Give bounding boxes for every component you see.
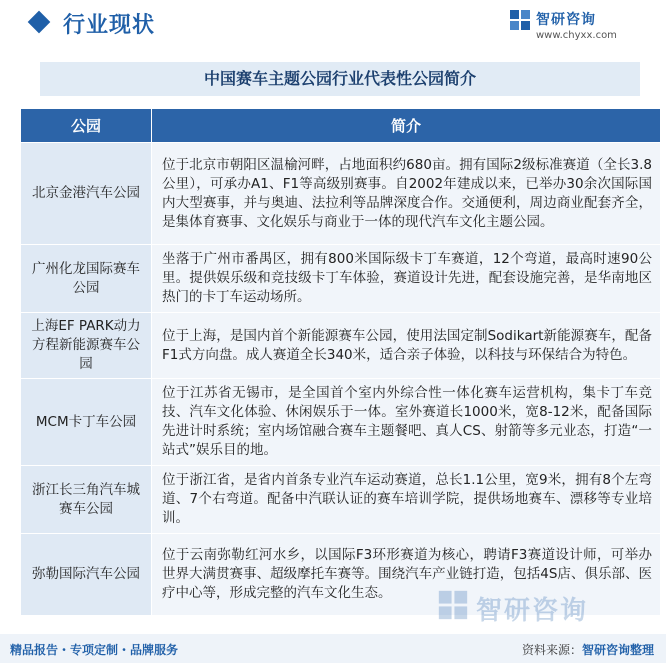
- park-name-cell: MCM卡丁车公园: [21, 379, 152, 466]
- logo-url: www.chyxx.com: [536, 30, 617, 41]
- watermark-text: 智研咨询: [476, 596, 589, 626]
- page-footer: [0, 634, 666, 663]
- park-name-cell: 广州化龙国际赛车公园: [21, 245, 152, 313]
- diamond-icon: [28, 11, 51, 34]
- table-row: [21, 143, 661, 245]
- table-header-row: [21, 109, 661, 143]
- section-header: [0, 0, 666, 50]
- table-row: [21, 379, 661, 466]
- logo-text: 智研咨询: [536, 12, 596, 28]
- park-intro-cell: 位于上海，是国内首个新能源赛车公园，使用法国定制Sodikart新能源赛车，配备F1式方向盘。成人赛道全长340米，适合亲子体验，以科技与环保结合为特色。: [152, 313, 661, 379]
- park-name-cell: 弥勒国际汽车公园: [21, 534, 152, 616]
- park-intro-cell: 位于北京市朝阳区温榆河畔，占地面积约680亩。拥有国际2级标准赛道（全长3.8公里），可承办A1、F1等高级别赛事。自2002年建成以来，已举办30余次国际国内大型赛事，并与奥迪、法拉利等品牌深度合作。交通便利，周边商业配套齐全，是集体育赛事、文化娱乐与商业于一体的现代汽车文化主题公园。: [152, 143, 661, 245]
- park-name-cell: 北京金港汽车公园: [21, 143, 152, 245]
- park-table: [20, 108, 661, 616]
- table-title: 中国赛车主题公园行业代表性公园简介: [40, 62, 640, 96]
- park-intro-cell: 坐落于广州市番禺区，拥有800米国际级卡丁车赛道，12个弯道，最高时速90公里。提供娱乐级和竞技级卡丁车体验，赛道设计先进，配套设施完善，是华南地区热门的卡丁车运动场所。: [152, 245, 661, 313]
- column-header-intro: 简介: [152, 109, 661, 143]
- park-name-cell: 浙江长三角汽车城赛车公园: [21, 466, 152, 534]
- park-intro-cell: 位于云南弥勒红河水乡，以国际F3环形赛道为核心，聘请F3赛道设计师，可举办世界大满贯赛事、超级摩托车赛等。围绕汽车产业链打造，包括4S店、俱乐部、医疗中心等，形成完整的汽车文化生态。: [152, 534, 661, 616]
- park-name-cell: 上海EF PARK动力方程新能源赛车公园: [21, 313, 152, 379]
- watermark-logo-icon: [436, 588, 470, 622]
- source-value: 智研咨询整理: [581, 643, 654, 657]
- table-row: [21, 466, 661, 534]
- park-intro-cell: 位于浙江省，是省内首条专业汽车运动赛道，总长1.1公里，宽9米，拥有8个左弯道、7个右弯道。配备中汽联认证的赛车培训学院，提供场地赛车、漂移等专业培训。: [152, 466, 661, 534]
- brand-logo: [508, 6, 658, 46]
- logo-icon: [508, 8, 532, 32]
- footer-source: [522, 641, 654, 658]
- watermark: [436, 586, 606, 626]
- table-row: [21, 313, 661, 379]
- table-row: [21, 245, 661, 313]
- column-header-park: 公园: [21, 109, 152, 143]
- section-title: 行业现状: [63, 13, 156, 38]
- footer-tagline: 精品报告・专项定制・品牌服务: [10, 643, 179, 657]
- source-label: 资料来源：: [521, 643, 582, 657]
- park-intro-cell: 位于江苏省无锡市，是全国首个室内外综合性一体化赛车运营机构，集卡丁车竞技、汽车文化体验、休闲娱乐于一体。室外赛道长1000米，宽8-12米，配备国际先进计时系统；室内场馆融合赛车主题餐吧、真人CS、射箭等多元业态，打造“一站式”娱乐目的地。: [152, 379, 661, 466]
